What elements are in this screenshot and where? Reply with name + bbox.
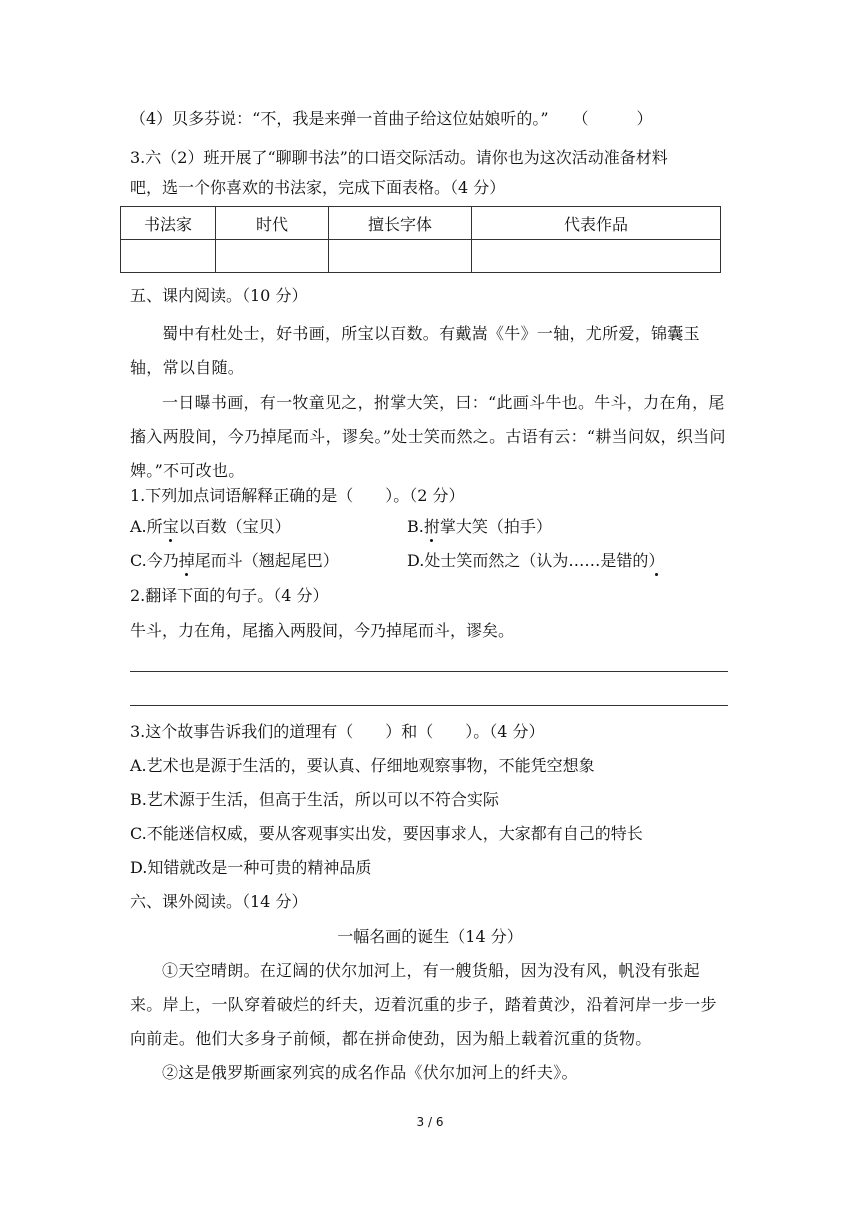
question-3-prompt-line2: 吧，选一个你喜欢的书法家，完成下面表格。（4 分） bbox=[130, 178, 506, 197]
option-text: C.今乃 bbox=[130, 551, 179, 570]
dotted-character: 宝 bbox=[162, 517, 179, 536]
section-6-title: 六、课外阅读。（14 分） bbox=[130, 892, 308, 911]
option-text: 尾而斗（翘起尾巴） bbox=[194, 551, 339, 570]
table-header-cell: 书法家 bbox=[121, 207, 216, 240]
table-header-cell: 擅长字体 bbox=[329, 207, 472, 240]
answer-line bbox=[130, 705, 728, 706]
answer-line bbox=[130, 671, 728, 672]
question-5-2-sentence: 牛斗，力在角，尾搐入两股间，今乃掉尾而斗，谬矣。 bbox=[130, 621, 515, 640]
dotted-character: 掉 bbox=[178, 551, 195, 570]
question-item-4: （4）贝多芬说：“不，我是来弹一首曲子给这位姑娘听的。” （ ） bbox=[130, 109, 653, 128]
table-header-cell: 代表作品 bbox=[472, 207, 721, 240]
question-3-prompt-line1: 3.六（2）班开展了“聊聊书法”的口语交际活动。请你也为这次活动准备材料 bbox=[130, 148, 668, 167]
option-a: A.艺术也是源于生活的，要认真、仔细地观察事物，不能凭空想象 bbox=[130, 756, 595, 775]
option-b bbox=[407, 516, 552, 538]
section-5-title: 五、课内阅读。（10 分） bbox=[130, 286, 308, 305]
option-a bbox=[130, 516, 291, 538]
question-5-3-prompt: 3.这个故事告诉我们的道理有（ ）和（ ）。（4 分） bbox=[130, 722, 545, 741]
option-d: D.知错就改是一种可贵的精神品质 bbox=[130, 858, 372, 877]
dotted-character: 拊 bbox=[423, 517, 440, 536]
option-text: 掌大笑（拍手） bbox=[439, 517, 552, 536]
option-text: 以百数（宝贝） bbox=[178, 517, 291, 536]
option-b: B.艺术源于生活，但高于生活，所以可以不符合实际 bbox=[130, 790, 499, 809]
option-d bbox=[407, 550, 664, 572]
table-answer-cell bbox=[329, 240, 472, 273]
passage-5-paragraph-2: 一日曝书画，有一牧童见之，拊掌大笑，曰：“此画斗牛也。牛斗，力在角，尾搐入两股间，今乃掉尾而斗，谬矣。”处士笑而然之。古语有云：“耕当问奴，织当问婢。”不可改也。 bbox=[130, 393, 726, 480]
table-answer-cell bbox=[121, 240, 216, 273]
calligrapher-table bbox=[120, 206, 721, 273]
passage-5-paragraph-1: 蜀中有杜处士，好书画，所宝以百数。有戴嵩《牛》一轴，尤所爱，锦囊玉轴，常以自随。 bbox=[130, 324, 700, 377]
passage-6-paragraph-2: ②这是俄罗斯画家列宾的成名作品《伏尔加河上的纤夫》。 bbox=[162, 1063, 578, 1082]
question-5-1-prompt: 1.下列加点词语解释正确的是（ ）。（2 分） bbox=[130, 486, 465, 505]
option-c: C.不能迷信权威，要从客观事实出发，要因事求人，大家都有自己的特长 bbox=[130, 824, 643, 843]
table-header-row bbox=[121, 207, 721, 240]
option-text: A.所 bbox=[130, 517, 163, 536]
table-header-cell: 时代 bbox=[216, 207, 329, 240]
option-text: D.处士笑而然之（认为……是错的 bbox=[407, 551, 649, 570]
dotted-character: ） bbox=[648, 551, 665, 570]
passage-6-paragraph-1: ①天空晴朗。在辽阔的伏尔加河上，有一艘货船，因为没有风，帆没有张起来。岸上，一队穿着破烂的纤夫，迈着沉重的步子，踏着黄沙，沿着河岸一步一步向前走。他们大多身子前倾，都在拼命使劲，因为船上载着沉重的货物。 bbox=[130, 961, 717, 1048]
table-answer-cell bbox=[216, 240, 329, 273]
question-5-2-prompt: 2.翻译下面的句子。（4 分） bbox=[130, 586, 329, 605]
page-number: 3 / 6 bbox=[416, 1115, 444, 1129]
option-text: B. bbox=[407, 517, 424, 536]
table-answer-cell bbox=[472, 240, 721, 273]
option-c bbox=[130, 550, 339, 572]
table-answer-row bbox=[121, 240, 721, 273]
passage-6-title: 一幅名画的诞生（14 分） bbox=[337, 927, 523, 946]
